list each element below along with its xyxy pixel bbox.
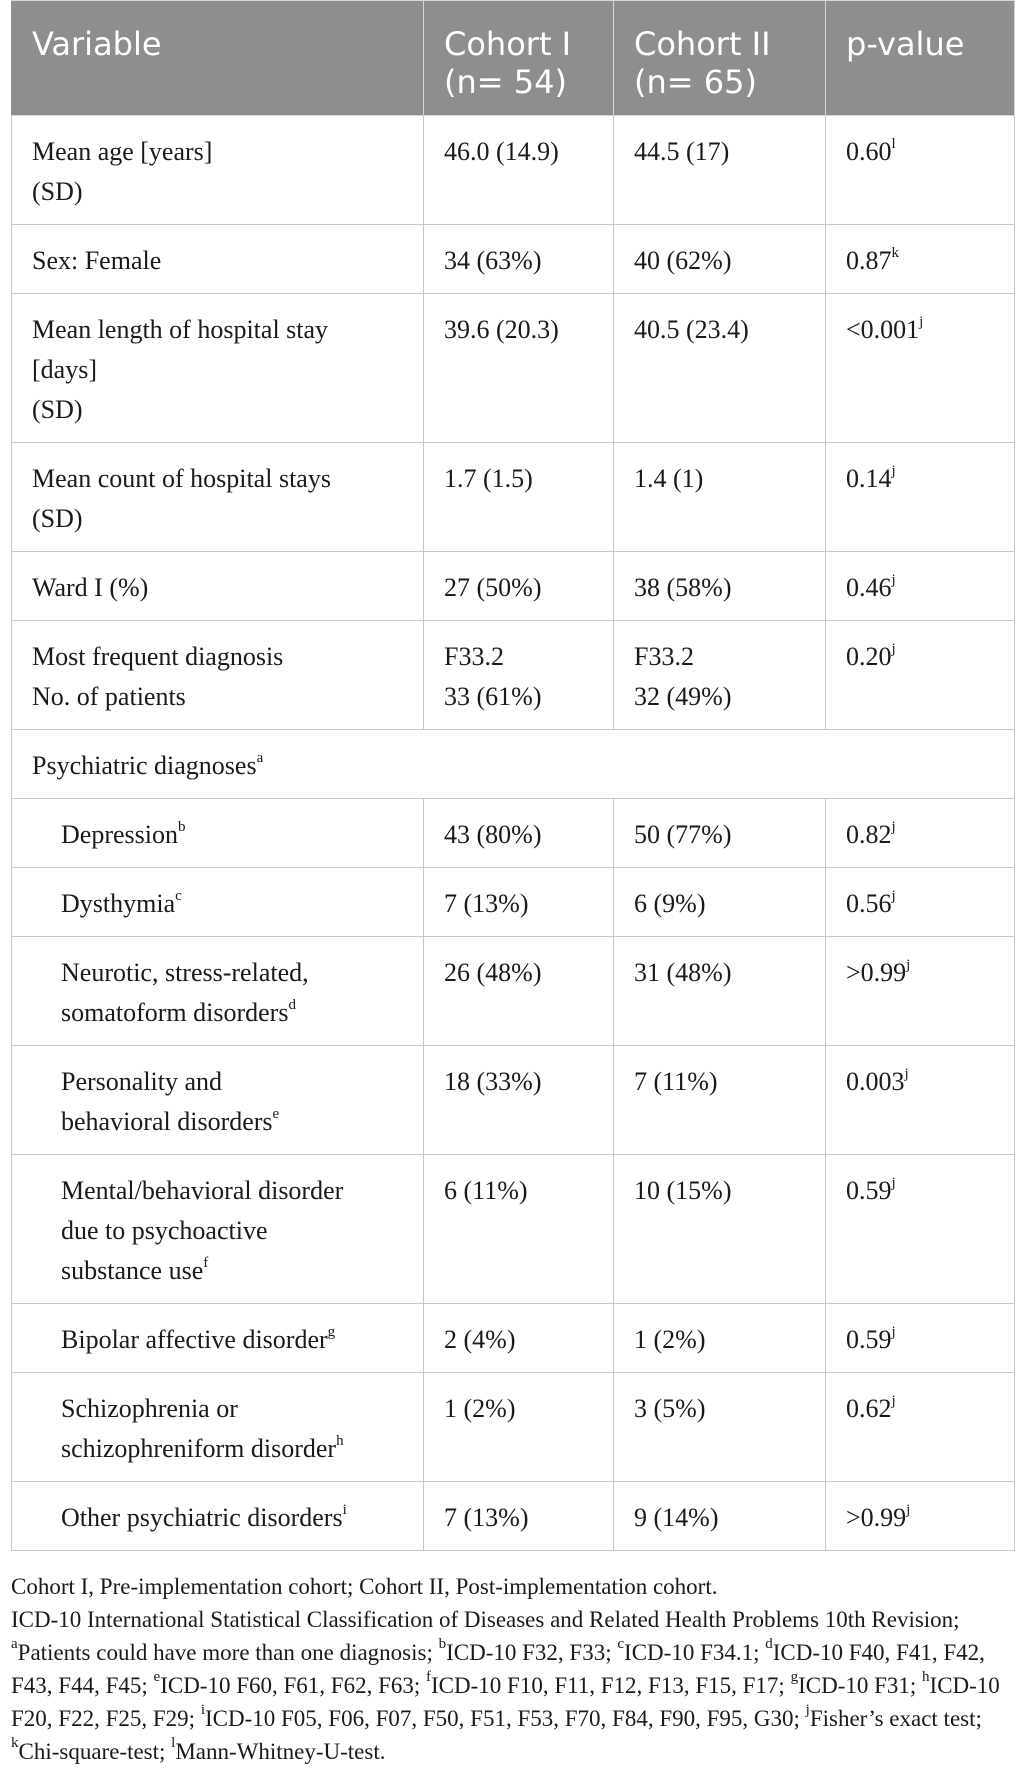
cell-cohort-1: [424, 552, 614, 621]
footnote-text: ICD-10 F31;: [798, 1673, 923, 1698]
cohort-2-value: 50 (77%): [634, 820, 732, 849]
cell-p-value: [826, 116, 1015, 225]
p-value-text: 0.56: [846, 889, 892, 918]
cohort-2-value: 3 (5%): [634, 1394, 706, 1423]
data-table: [11, 0, 1015, 1551]
p-value-test-mark: j: [906, 1502, 911, 1518]
footnote-mark: j: [805, 1702, 810, 1718]
p-value-text: 0.003: [846, 1067, 905, 1096]
table-footnotes: [11, 1570, 1016, 1768]
table-row: [12, 225, 1015, 294]
p-value-test-mark: j: [919, 314, 924, 330]
table-row: [12, 1304, 1015, 1373]
cohort-2-value: 31 (48%): [634, 958, 732, 987]
cell-cohort-2: [614, 1373, 826, 1482]
cell-p-value: [826, 1482, 1015, 1551]
table-row: [12, 621, 1015, 730]
footnote-text: Patients could have more than one diagnosis;: [17, 1640, 439, 1665]
footnote-mark: d: [765, 1636, 773, 1652]
cohort-1-value: 34 (63%): [444, 246, 542, 275]
cell-variable: [12, 552, 424, 621]
variable-label: Neurotic, stress-related,: [61, 958, 309, 987]
variable-label: No. of patients: [32, 682, 186, 711]
cell-variable: [12, 621, 424, 730]
cohort-1-value: 6 (11%): [444, 1176, 528, 1205]
p-value-text: <0.001: [846, 315, 920, 344]
cell-variable: [12, 868, 424, 937]
cell-p-value: [826, 443, 1015, 552]
p-value-test-mark: l: [891, 136, 896, 152]
variable-label: (SD): [32, 177, 83, 206]
p-value-text: 0.46: [846, 573, 892, 602]
variable-footnote-mark: g: [327, 1324, 336, 1340]
footnote-text: ICD-10 F20, F22, F25, F29;: [11, 1673, 1000, 1731]
footnote-mark: f: [426, 1669, 432, 1685]
footnote-mark: g: [790, 1669, 799, 1685]
variable-footnote-mark: f: [203, 1255, 209, 1271]
cohort-2-value: 38 (58%): [634, 573, 732, 602]
cell-p-value: [826, 937, 1015, 1046]
footnote-text: ICD-10 F34.1;: [624, 1640, 766, 1665]
p-value-text: >0.99: [846, 1503, 907, 1532]
cohort-1-value: 27 (50%): [444, 573, 542, 602]
table-row: [12, 1482, 1015, 1551]
cell-cohort-1: [424, 1482, 614, 1551]
cell-variable: [12, 937, 424, 1046]
variable-label: (SD): [32, 395, 83, 424]
p-value-test-mark: j: [891, 888, 896, 904]
variable-label: (SD): [32, 504, 83, 533]
cohort-1-value: 2 (4%): [444, 1325, 516, 1354]
variable-footnote-mark: i: [342, 1502, 347, 1518]
cell-cohort-2: [614, 1304, 826, 1373]
variable-label: behavioral disorders: [61, 1107, 273, 1136]
p-value-text: 0.14: [846, 464, 892, 493]
variable-footnote-mark: d: [288, 997, 296, 1013]
cell-cohort-1: [424, 868, 614, 937]
cohort-1-value: 26 (48%): [444, 958, 542, 987]
table-row: [12, 294, 1015, 443]
footnote-mark: c: [617, 1636, 625, 1652]
footnote-text: ICD-10 F60, F61, F62, F63;: [160, 1673, 427, 1698]
header-cohort-1: Cohort I (n= 54): [424, 1, 614, 116]
p-value-text: 0.59: [846, 1176, 892, 1205]
cohort-1-value: 7 (13%): [444, 1503, 529, 1532]
cell-variable: [12, 294, 424, 443]
cohort-2-value: 7 (11%): [634, 1067, 718, 1096]
cohort-1-value: 1 (2%): [444, 1394, 516, 1423]
cohort-2-value: 9 (14%): [634, 1503, 719, 1532]
section-row: [12, 730, 1015, 799]
p-value-text: >0.99: [846, 958, 907, 987]
cell-cohort-1: [424, 294, 614, 443]
variable-label: Personality and: [61, 1067, 223, 1096]
variable-label: Depression: [61, 820, 178, 849]
cell-cohort-2: [614, 294, 826, 443]
footnote-text: ICD-10 F10, F11, F12, F13, F15, F17;: [431, 1673, 791, 1698]
cohort-2-value: 40 (62%): [634, 246, 732, 275]
footnote-mark: i: [200, 1702, 205, 1718]
table-row: [12, 552, 1015, 621]
cell-variable: [12, 1482, 424, 1551]
cell-variable: [12, 1155, 424, 1304]
footnote-mark: e: [153, 1669, 161, 1685]
cohort-2-value: 6 (9%): [634, 889, 706, 918]
footnote-text: Fisher’s exact test;: [809, 1706, 982, 1731]
cell-cohort-2: [614, 1482, 826, 1551]
variable-label: Sex: Female: [32, 246, 162, 275]
p-value-test-mark: j: [891, 572, 896, 588]
p-value-text: 0.82: [846, 820, 892, 849]
p-value-test-mark: j: [891, 463, 896, 479]
cell-p-value: [826, 1155, 1015, 1304]
p-value-text: 0.20: [846, 642, 892, 671]
header-variable: Variable: [12, 1, 424, 116]
cell-cohort-1: [424, 116, 614, 225]
cell-cohort-2: [614, 552, 826, 621]
table-row: [12, 799, 1015, 868]
variable-label: Schizophrenia or: [61, 1394, 238, 1423]
variable-footnote-mark: e: [272, 1106, 280, 1122]
variable-label: due to psychoactive: [61, 1216, 268, 1245]
footnote-mark: b: [438, 1636, 447, 1652]
cell-cohort-2: [614, 225, 826, 294]
cell-variable: [12, 116, 424, 225]
cell-cohort-1: [424, 1046, 614, 1155]
cell-cohort-2: [614, 116, 826, 225]
footnote-text: ICD-10 F40, F41, F42, F43, F44, F45;: [11, 1640, 985, 1698]
cohort-1-value: 1.7 (1.5): [444, 464, 533, 493]
header-row: [12, 1, 1015, 116]
cell-cohort-1: [424, 1155, 614, 1304]
cell-variable: [12, 1304, 424, 1373]
p-value-test-mark: j: [891, 1393, 896, 1409]
p-value-text: 0.59: [846, 1325, 892, 1354]
cell-cohort-2: [614, 621, 826, 730]
variable-label: Bipolar affective disorder: [61, 1325, 328, 1354]
footnote-text: ICD-10 F05, F06, F07, F50, F51, F53, F70, F84, F90, F95, G30;: [204, 1706, 806, 1731]
cell-cohort-2: [614, 1155, 826, 1304]
cell-cohort-2: [614, 1046, 826, 1155]
cell-cohort-1: [424, 799, 614, 868]
cohort-1-value: 33 (61%): [444, 682, 542, 711]
variable-footnote-mark: c: [175, 888, 182, 904]
variable-label: Mean length of hospital stay: [32, 315, 329, 344]
cell-cohort-2: [614, 799, 826, 868]
cell-cohort-1: [424, 937, 614, 1046]
cell-variable: [12, 1046, 424, 1155]
cell-p-value: [826, 868, 1015, 937]
cohort-2-value: 10 (15%): [634, 1176, 732, 1205]
table-row: [12, 1046, 1015, 1155]
cohort-2-value: 32 (49%): [634, 682, 732, 711]
cell-cohort-2: [614, 868, 826, 937]
p-value-test-mark: j: [904, 1066, 909, 1082]
p-value-test-mark: j: [891, 1175, 896, 1191]
cell-variable: [12, 799, 424, 868]
cell-cohort-2: [614, 443, 826, 552]
cell-cohort-2: [614, 937, 826, 1046]
variable-label: Dysthymia: [61, 889, 176, 918]
variable-footnote-mark: h: [336, 1433, 344, 1449]
variable-label: Mental/behavioral disorder: [61, 1176, 344, 1205]
footnote-text: Chi-square-test;: [18, 1739, 172, 1764]
p-value-text: 0.87: [846, 246, 892, 275]
cell-p-value: [826, 621, 1015, 730]
footnote-mark: k: [11, 1735, 19, 1751]
variable-label: Mean count of hospital stays: [32, 464, 331, 493]
cohort-2-value: 40.5 (23.4): [634, 315, 749, 344]
footnote-mark: a: [11, 1636, 18, 1652]
variable-label: Mean age [years]: [32, 137, 213, 166]
variable-label: [days]: [32, 355, 97, 384]
p-value-text: 0.60: [846, 137, 892, 166]
footnote-mark: h: [922, 1669, 930, 1685]
variable-label: schizophreniform disorder: [61, 1434, 337, 1463]
cell-cohort-1: [424, 1373, 614, 1482]
cohort-1-value: F33.2: [444, 642, 504, 671]
p-value-test-mark: j: [906, 957, 911, 973]
cell-p-value: [826, 1046, 1015, 1155]
cell-p-value: [826, 552, 1015, 621]
p-value-text: 0.62: [846, 1394, 892, 1423]
cell-p-value: [826, 1373, 1015, 1482]
cohort-1-value: 18 (33%): [444, 1067, 542, 1096]
cohort-1-value: 43 (80%): [444, 820, 542, 849]
footnote-text: ICD-10 F32, F33;: [446, 1640, 618, 1665]
cohort-1-value: 7 (13%): [444, 889, 529, 918]
cell-p-value: [826, 1304, 1015, 1373]
cell-variable: [12, 1373, 424, 1482]
footnote-text: Mann-Whitney-U-test.: [175, 1739, 386, 1764]
section-footnote-mark: a: [256, 750, 264, 766]
cell-cohort-1: [424, 1304, 614, 1373]
cell-variable: [12, 225, 424, 294]
cell-variable: [12, 443, 424, 552]
table-row: [12, 937, 1015, 1046]
cohort-2-value: 1.4 (1): [634, 464, 704, 493]
header-cohort-2: Cohort II (n= 65): [614, 1, 826, 116]
footnote-definitions: [11, 1603, 1016, 1768]
cohort-2-value: F33.2: [634, 642, 694, 671]
section-label: Psychiatric diagnoses: [32, 751, 257, 780]
table-body: [12, 116, 1015, 1551]
cohort-2-value: 44.5 (17): [634, 137, 730, 166]
cell-cohort-1: [424, 443, 614, 552]
table-container: [11, 0, 1014, 1551]
p-value-test-mark: j: [891, 641, 896, 657]
cohort-1-value: 46.0 (14.9): [444, 137, 559, 166]
variable-footnote-mark: b: [177, 819, 186, 835]
p-value-test-mark: j: [891, 819, 896, 835]
table-row: [12, 868, 1015, 937]
section-header: [12, 730, 1015, 799]
cohort-1-value: 39.6 (20.3): [444, 315, 559, 344]
variable-label: Most frequent diagnosis: [32, 642, 284, 671]
footnote-intro: ICD-10 International Statistical Classification of Diseases and Related Health Problems 10th Revision;: [11, 1607, 960, 1632]
table-row: [12, 116, 1015, 225]
table-row: [12, 443, 1015, 552]
footnote-mark: l: [171, 1735, 176, 1751]
cell-cohort-1: [424, 225, 614, 294]
variable-label: somatoform disorders: [61, 998, 289, 1027]
cell-p-value: [826, 225, 1015, 294]
table-row: [12, 1155, 1015, 1304]
cohort-2-value: 1 (2%): [634, 1325, 706, 1354]
table-row: [12, 1373, 1015, 1482]
cell-p-value: [826, 294, 1015, 443]
p-value-test-mark: j: [891, 1324, 896, 1340]
cell-p-value: [826, 799, 1015, 868]
cell-cohort-1: [424, 621, 614, 730]
variable-label: Other psychiatric disorders: [61, 1503, 343, 1532]
p-value-test-mark: k: [891, 245, 899, 261]
header-p-value: p-value: [826, 1, 1015, 116]
variable-label: Ward I (%): [32, 573, 149, 602]
footnote-abbreviations: Cohort I, Pre-implementation cohort; Cohort II, Post-implementation cohort.: [11, 1574, 718, 1599]
variable-label: substance use: [61, 1256, 204, 1285]
